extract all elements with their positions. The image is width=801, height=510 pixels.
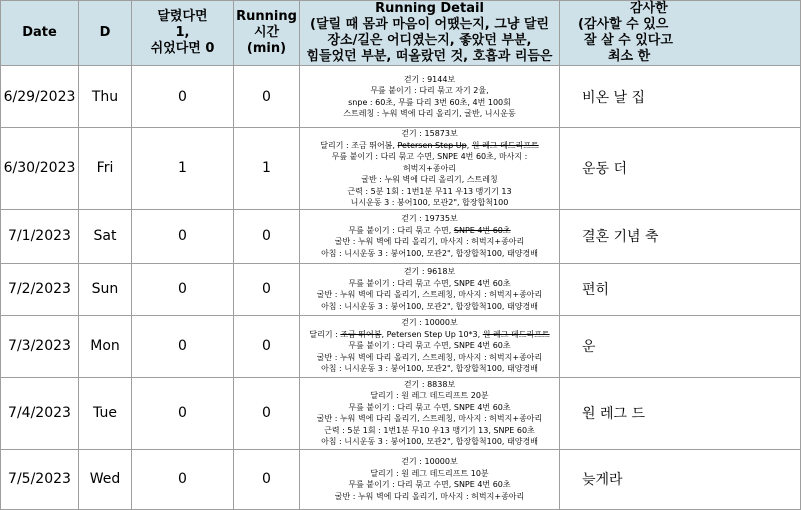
- table-row: [1, 209, 801, 263]
- gratitude-cell[interactable]: 비온 날 집: [560, 66, 801, 128]
- detail-line: [300, 436, 559, 448]
- day-cell[interactable]: Sun: [79, 263, 132, 315]
- day-cell[interactable]: Wed: [79, 449, 132, 509]
- detail-line: [300, 151, 559, 163]
- detail-line: [300, 456, 559, 468]
- detail-line: [300, 479, 559, 491]
- date-cell[interactable]: 6/29/2023: [1, 66, 79, 128]
- header-day[interactable]: D: [79, 1, 132, 66]
- date-cell[interactable]: 7/3/2023: [1, 315, 79, 377]
- detail-text-struck: SNPE 4번 60초: [453, 225, 511, 235]
- detail-line: [300, 140, 559, 152]
- table-row: [1, 449, 801, 509]
- detail-line: [300, 317, 559, 329]
- detail-text: 굴반 : 누워 벽에 다리 올리기, 스트레칭, 마사지 : 허벅지+종아리: [316, 352, 543, 362]
- table-row: [1, 66, 801, 128]
- detail-line: [300, 390, 559, 402]
- detail-text: 걷기 : 9618보: [403, 267, 456, 276]
- minutes-cell[interactable]: 1: [234, 128, 300, 210]
- detail-cell[interactable]: [300, 128, 560, 210]
- detail-text: 걷기 : 15873보: [401, 129, 458, 138]
- detail-line: [300, 491, 559, 503]
- header-detail-line: (달릴 때 몸과 마음이 어땠는지, 그냥 달린: [310, 17, 549, 32]
- detail-line: [300, 74, 559, 86]
- detail-text: 굴반 : 누워 벽에 다리 올리기, 마사지 : 허벅지+종아리: [334, 491, 525, 501]
- header-detail-line: 힘들었던 부분, 떠올랐던 것, 호흡과 리듬은: [306, 49, 553, 64]
- header-row: [1, 1, 801, 66]
- detail-line: [300, 236, 559, 248]
- detail-text: 무릎 붙이기 : 다리 묶고 자기 2율,: [370, 86, 489, 95]
- header-time-line: Running: [236, 9, 297, 24]
- gratitude-cell[interactable]: 운동 더: [560, 128, 801, 210]
- ran-cell[interactable]: 0: [132, 449, 234, 509]
- detail-text: 달리기 : 원 레그 데드리프트 10분: [370, 468, 489, 478]
- header-gratitude[interactable]: [560, 1, 801, 66]
- detail-line: [300, 248, 559, 260]
- detail-text: 걷기 : 10000보: [401, 318, 458, 328]
- detail-text: 걷기 : 9144보: [403, 74, 456, 84]
- ran-cell[interactable]: 0: [132, 209, 234, 263]
- detail-text: 스트레칭 : 누워 벽에 다리 올리기, 굴반, 니시운동: [343, 109, 516, 118]
- detail-line: [300, 213, 559, 225]
- detail-text: 걷기 : 8838보: [403, 379, 456, 389]
- detail-text: 니시운동 3 : 붕어100, 모관2", 합장합척100: [350, 198, 509, 207]
- detail-line: [300, 329, 559, 341]
- detail-text: 굴반 : 누워 벽에 다리 올리기, 스트레칭: [361, 175, 498, 184]
- detail-line: [300, 278, 559, 290]
- header-rest[interactable]: [132, 1, 234, 66]
- detail-line: [300, 128, 559, 140]
- detail-line: [300, 266, 559, 278]
- day-cell[interactable]: Fri: [79, 128, 132, 210]
- day-cell[interactable]: Thu: [79, 66, 132, 128]
- detail-line: [300, 225, 559, 237]
- table-row: [1, 377, 801, 449]
- header-time-line: 시간: [253, 25, 280, 40]
- detail-text: 무릎 붙이기 : 다리 묶고 수면, SNPE 4번 60초: [348, 480, 511, 489]
- detail-text: 아침 : 니시운동 3 : 붕어100, 모관2", 합장합척100, 태양경배: [321, 437, 538, 446]
- detail-cell[interactable]: [300, 449, 560, 509]
- detail-text-struck: 원 레그 데드리프트: [471, 140, 539, 150]
- detail-line: [300, 97, 559, 109]
- detail-text: 걷기 : 10000보: [401, 457, 458, 466]
- detail-line: [300, 352, 559, 364]
- detail-text: 굴반 : 누워 벽에 다리 올리기, 스트레칭, 마사지 : 허벅지+종아리: [316, 414, 543, 423]
- gratitude-cell[interactable]: 늦게라: [560, 449, 801, 509]
- gratitude-cell[interactable]: 원 레그 드: [560, 377, 801, 449]
- detail-text: 근력 : 5분 1회 : 1번1분 무10 우13 맹기기 13, SNPE 60초: [324, 425, 535, 435]
- detail-text: 무릎 붙이기 : 다리 묶고 수면, SNPE 4번 60초: [348, 341, 511, 351]
- detail-cell[interactable]: [300, 315, 560, 377]
- detail-text-struck: Petersen Step Up: [397, 140, 467, 150]
- detail-text: 근력 : 5분 1회 : 1번1분 무11 우13 맹기기 13: [347, 186, 512, 196]
- ran-cell[interactable]: 0: [132, 315, 234, 377]
- detail-text: snpe : 60초, 무릎 다리 3번 60초, 4번 100회: [348, 97, 511, 107]
- header-gratitude-line: 감사한: [630, 1, 668, 16]
- detail-line: [300, 174, 559, 186]
- detail-cell[interactable]: [300, 377, 560, 449]
- detail-line: [300, 413, 559, 425]
- detail-line: [300, 108, 559, 120]
- detail-cell[interactable]: [300, 263, 560, 315]
- detail-line: [300, 85, 559, 97]
- header-running-detail[interactable]: [300, 1, 560, 66]
- gratitude-cell[interactable]: 결혼 기념 축: [560, 209, 801, 263]
- header-running-time[interactable]: [234, 1, 300, 66]
- detail-text: 아침 : 니시운동 3 : 붕어100, 모관2", 합장합척100, 태양경배: [321, 248, 538, 258]
- detail-text: 달리기 : 원 레그 데드리프트 20분: [370, 391, 489, 400]
- day-cell[interactable]: Tue: [79, 377, 132, 449]
- ran-cell[interactable]: 0: [132, 377, 234, 449]
- detail-text-struck: 원 레그 데드리프트: [482, 329, 550, 339]
- ran-cell[interactable]: 0: [132, 263, 234, 315]
- minutes-cell[interactable]: 0: [234, 66, 300, 128]
- header-rest-line: 쉬었다면 0: [150, 41, 215, 56]
- detail-text: 달리기 : 조금 뛰어봄,: [320, 140, 398, 150]
- date-cell[interactable]: 7/1/2023: [1, 209, 79, 263]
- detail-line: [300, 363, 559, 375]
- header-rest-line: 1,: [175, 25, 190, 40]
- minutes-cell[interactable]: 0: [234, 263, 300, 315]
- detail-line: [300, 163, 559, 175]
- day-cell[interactable]: Mon: [79, 315, 132, 377]
- header-time-line: (min): [246, 41, 287, 56]
- gratitude-cell[interactable]: 편히: [560, 263, 801, 315]
- detail-line: [300, 425, 559, 437]
- header-gratitude-line: 잘 살 수 있다고: [584, 33, 673, 48]
- detail-line: [300, 402, 559, 414]
- detail-text: , Petersen Step Up 10*3,: [381, 329, 483, 339]
- minutes-cell[interactable]: 0: [234, 209, 300, 263]
- detail-line: [300, 340, 559, 352]
- ran-cell[interactable]: 0: [132, 66, 234, 128]
- detail-text: 굴반 : 누워 벽에 다리 올리기, 스트레칭, 마사지 : 허벅지+종아리: [316, 290, 543, 299]
- detail-line: [300, 301, 559, 313]
- detail-cell[interactable]: [300, 209, 560, 263]
- detail-text-struck: 조금 뛰어봄: [340, 329, 382, 339]
- table-row: [1, 128, 801, 210]
- header-gratitude-line: (감사할 수 있으: [578, 17, 669, 32]
- header-detail-line: Running Detail: [375, 1, 484, 16]
- table-row: [1, 263, 801, 315]
- detail-line: [300, 186, 559, 198]
- header-detail-line: 장소/길은 어디였는지, 좋았던 부분,: [327, 33, 532, 48]
- detail-text: 무릎 붙이기 : 다리 묶고 수면, SNPE 4번 60초: [348, 278, 511, 288]
- minutes-cell[interactable]: 0: [234, 449, 300, 509]
- detail-line: [300, 197, 559, 209]
- ran-cell[interactable]: 1: [132, 128, 234, 210]
- detail-line: [300, 468, 559, 480]
- detail-text: 굴반 : 누워 벽에 다리 올리기, 마사지 : 허벅지+종아리: [334, 237, 525, 246]
- detail-text: 달리기 :: [309, 329, 341, 339]
- detail-text: 걷기 : 19735보: [401, 214, 458, 223]
- detail-cell[interactable]: [300, 66, 560, 128]
- header-date[interactable]: Date: [1, 1, 79, 66]
- detail-text: 허벅지+종아리: [402, 163, 457, 173]
- header-rest-line: 달렸다면: [157, 9, 208, 24]
- table-row: [1, 315, 801, 377]
- detail-line: [300, 379, 559, 391]
- minutes-cell[interactable]: 0: [234, 377, 300, 449]
- date-cell[interactable]: 7/5/2023: [1, 449, 79, 509]
- date-cell[interactable]: 7/4/2023: [1, 377, 79, 449]
- detail-text: 아침 : 니시운동 3 : 붕어100, 모관2", 합장합척100, 태양경배: [321, 301, 538, 311]
- date-cell[interactable]: 6/30/2023: [1, 128, 79, 210]
- detail-text: 무릎 붙이기 : 다리 묶고 수면, SNPE 4번 60초: [348, 402, 511, 412]
- gratitude-cell[interactable]: 운: [560, 315, 801, 377]
- detail-line: [300, 289, 559, 301]
- header-gratitude-line: 최소 한: [608, 49, 651, 64]
- day-cell[interactable]: Sat: [79, 209, 132, 263]
- detail-text: 무릎 붙이기 : 다리 묶고 수면,: [348, 225, 454, 235]
- detail-text: 아침 : 니시운동 3 : 붕어100, 모관2", 합장합척100, 태양경배: [321, 364, 538, 374]
- detail-text: 무릎 붙이기 : 다리 묶고 수면, SNPE 4번 60초, 마사지 :: [331, 152, 528, 161]
- minutes-cell[interactable]: 0: [234, 315, 300, 377]
- detail-text: ,: [466, 140, 472, 150]
- date-cell[interactable]: 7/2/2023: [1, 263, 79, 315]
